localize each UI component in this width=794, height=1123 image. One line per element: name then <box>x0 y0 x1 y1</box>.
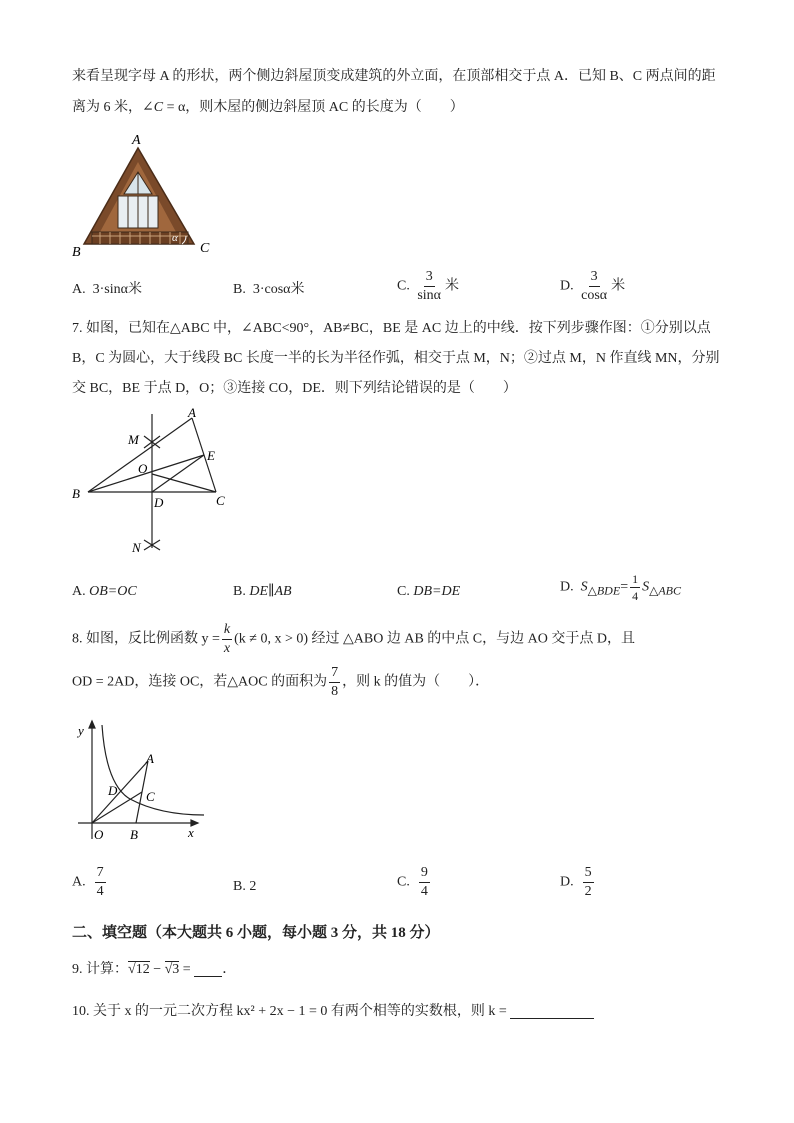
q9-radical-2: √3 <box>164 962 180 977</box>
q8-label-y: y <box>78 723 84 738</box>
q7-triangle-figure <box>70 408 240 558</box>
q8-label-A: A <box>146 751 154 766</box>
q7-option-c[interactable]: C. DB=DE <box>397 584 461 599</box>
q8-label-C: C <box>146 789 155 804</box>
q8-option-b[interactable]: B. 2 <box>233 879 257 894</box>
q6-line1: 来看呈现字母 A 的形状，两个侧边斜屋顶变成建筑的外立面，在顶部相交于点 A．已知 B、C 两点间的距 <box>72 69 716 84</box>
q6-option-a[interactable]: A. 3·sinα米 <box>72 282 142 297</box>
q8-line2: OD = 2AD，连接 OC，若△AOC 的面积为 $\frac{7}{8}$ ，则 k 的值为（ ）． <box>72 665 490 699</box>
q8-graph-figure <box>70 715 210 845</box>
q7-option-d[interactable]: D. $S_{\triangle BDE}=$ $\frac{1}{4}$ $S_{\triangle ABC}$ <box>560 572 681 603</box>
q9-radical-1: √12 <box>128 962 150 977</box>
section-heading: 二、填空题（本大题共 6 小题，每小题 3 分，共 18 分） <box>72 925 440 941</box>
q7-label-E: E <box>207 448 215 463</box>
q6-option-d[interactable]: D. $\frac{3}{\cos\alpha}$ 米 <box>560 269 626 303</box>
q6-cabin-figure <box>70 128 220 260</box>
q7-line1: 7. 如图，已知在△ABC 中，∠ABC<90°，AB≠BC，BE 是 AC 边上的中线．按下列步骤作图：①分别以点 <box>72 321 711 336</box>
q7-line3: 交 BC，BE 于点 D，O；③连接 CO，DE．则下列结论错误的是（ ） <box>72 381 517 396</box>
q6-label-B: B <box>72 245 81 260</box>
q8-line1: 8. 如图，反比例函数 y = $\frac{k}{x}$ (k ≠ 0, x > 0) 经过 △ABO 边 AB 的中点 C，与边 AO 交于点 D，且 <box>72 622 635 656</box>
q6-label-alpha: α <box>172 232 178 244</box>
q6-label-A: A <box>132 133 141 148</box>
q8-label-B: B <box>130 827 138 842</box>
q8-option-d[interactable]: D. $\frac{5}{2}$ <box>560 865 592 899</box>
q7-label-M: M <box>128 432 139 447</box>
q6-option-c[interactable]: C. $\frac{3}{\sin\alpha}$ 米 <box>397 269 460 303</box>
q7-option-a[interactable]: A. OB=OC <box>72 584 137 599</box>
q7-line2: B，C 为圆心，大于线段 BC 长度一半的长为半径作弧，相交于点 M，N；②过点 M，N 作直线 MN，分别 <box>72 351 720 366</box>
q7-label-C: C <box>216 493 225 508</box>
q6-label-C: C <box>200 241 210 256</box>
q7-label-D: D <box>154 495 164 510</box>
q9-answer-blank[interactable] <box>194 962 222 977</box>
q8-option-c[interactable]: C. $\frac{9}{4}$ <box>397 865 428 899</box>
q10-line: 10. 关于 x 的一元二次方程 kx² + 2x − 1 = 0 有两个相等的实数根，则 k = <box>72 1004 594 1019</box>
q7-label-A: A <box>188 408 196 420</box>
q7-label-N: N <box>132 540 141 555</box>
q7-option-b[interactable]: B. DE∥AB <box>233 584 292 599</box>
q8-label-O: O <box>94 827 104 842</box>
q6-line2: 离为 6 米，∠C = α，则木屋的侧边斜屋顶 AC 的长度为（ ） <box>72 100 464 115</box>
q10-answer-blank[interactable] <box>510 1004 594 1019</box>
q9-line: 9. 计算：√12 − √3 = ． <box>72 962 237 977</box>
q8-label-D: D <box>108 783 118 798</box>
q7-label-B: B <box>72 486 80 501</box>
q8-option-a[interactable]: A. $\frac{7}{4}$ <box>72 865 104 899</box>
q7-label-O: O <box>138 461 148 476</box>
q8-label-x: x <box>188 825 194 840</box>
q6-option-b[interactable]: B. 3·cosα米 <box>233 282 305 297</box>
